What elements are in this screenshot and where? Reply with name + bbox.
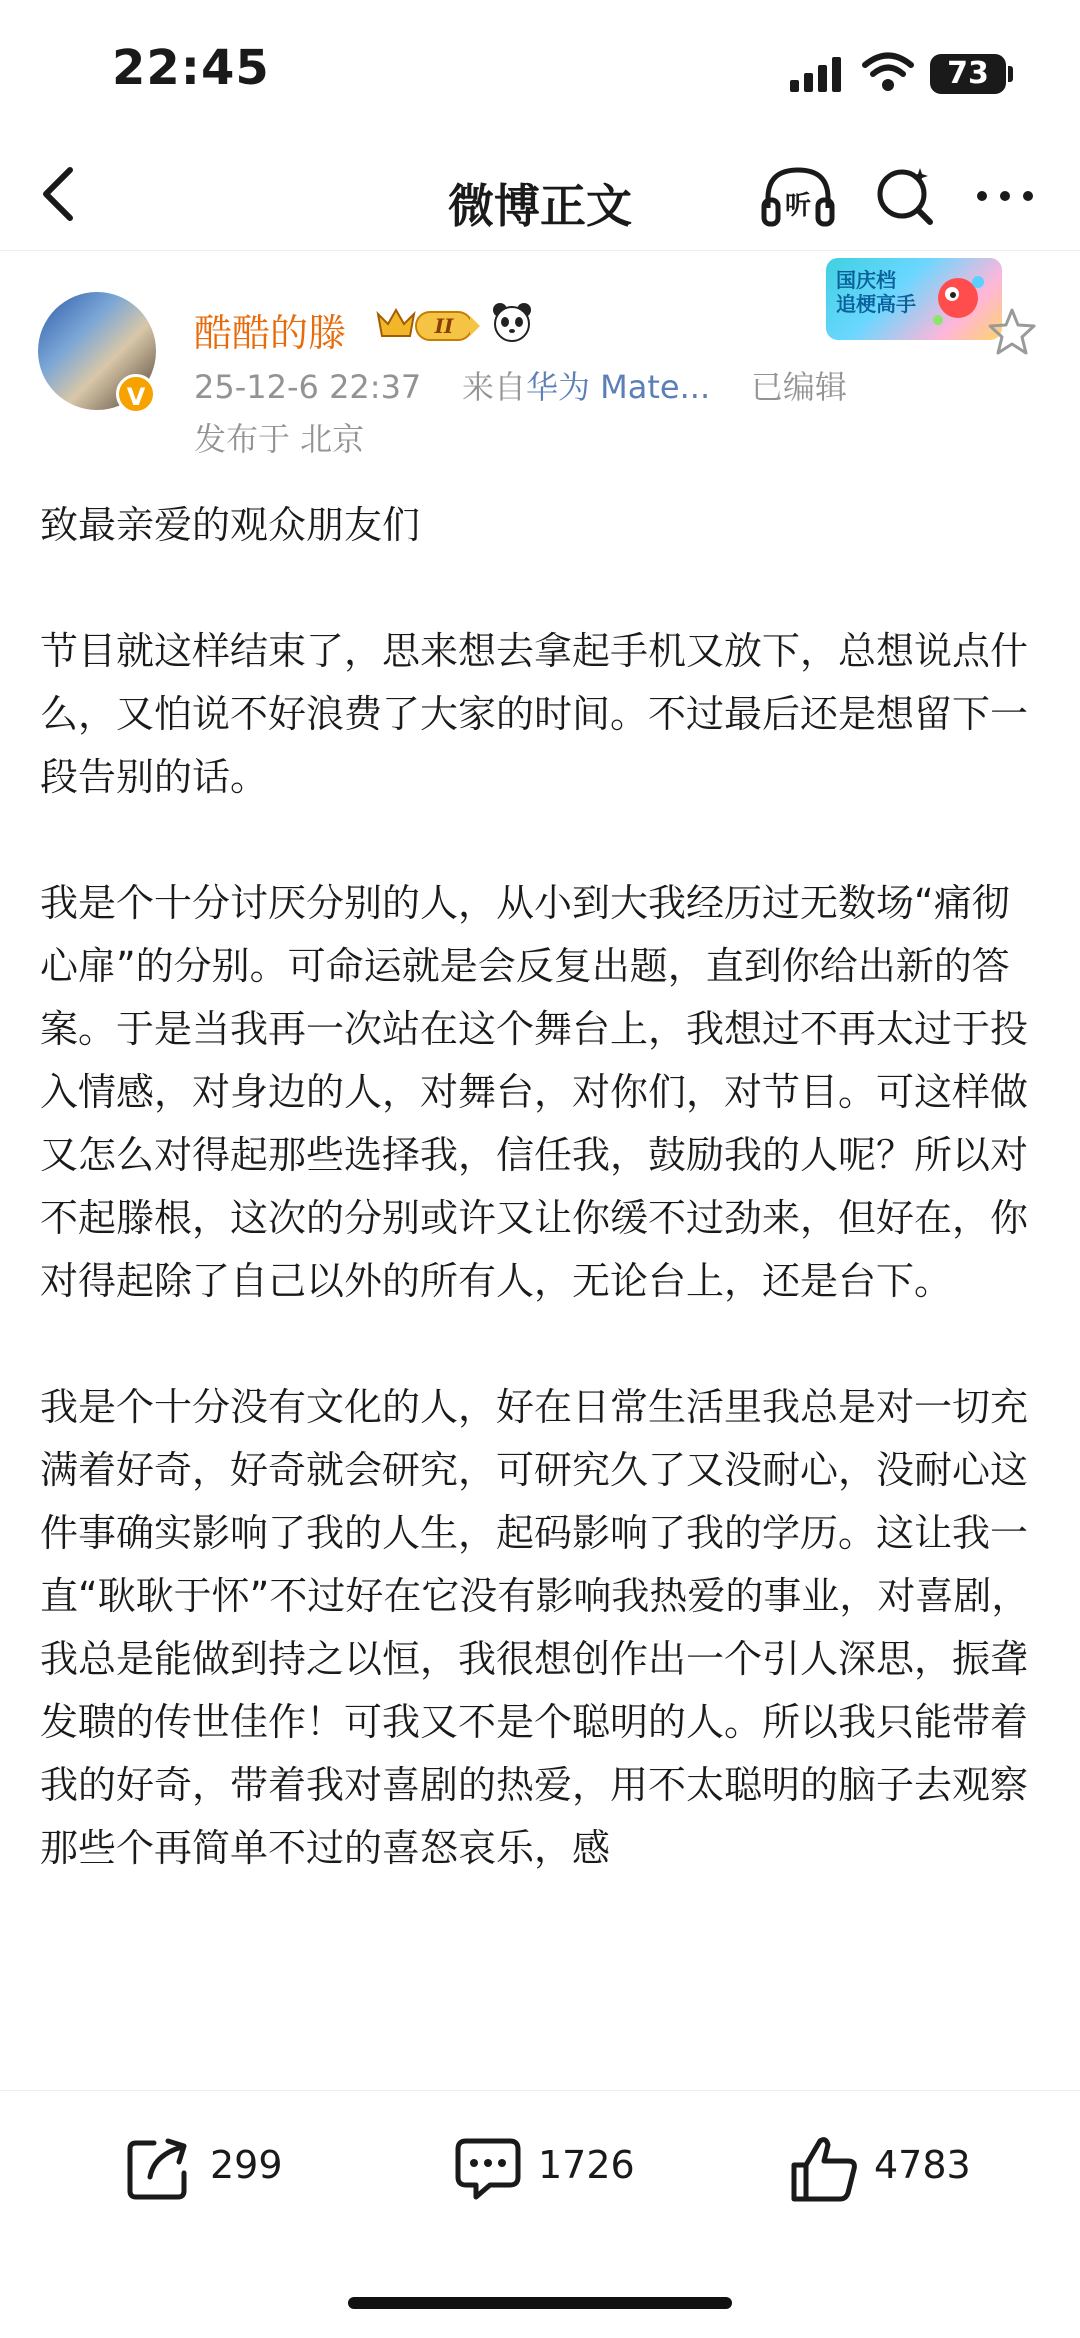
wifi-icon bbox=[862, 52, 914, 92]
like-button[interactable] bbox=[788, 2127, 1018, 2207]
battery-tip bbox=[1008, 66, 1013, 82]
status-time: 22:45 bbox=[112, 40, 270, 96]
search-icon[interactable] bbox=[870, 160, 940, 232]
post-edited-label[interactable]: 已编辑 bbox=[750, 368, 847, 406]
vip-crown-badge-icon[interactable] bbox=[374, 302, 482, 348]
thumbs-up-icon bbox=[788, 2133, 860, 2205]
more-options-icon[interactable] bbox=[970, 166, 1040, 226]
battery-indicator: 73 bbox=[930, 54, 1006, 94]
svg-text:听: 听 bbox=[784, 191, 812, 221]
repost-count: 299 bbox=[210, 2143, 283, 2187]
panda-icon bbox=[490, 300, 534, 344]
comment-icon bbox=[452, 2133, 524, 2205]
comment-button[interactable] bbox=[452, 2127, 682, 2207]
verified-badge-icon: V bbox=[116, 374, 156, 414]
post-paragraph: 致最亲爱的观众朋友们 bbox=[40, 503, 421, 547]
post-paragraph: 节目就这样结束了，思来想去拿起手机又放下，总想说点什么，又怕说不好浪费了大家的时间。不过最后还是想留下一段告别的话。 bbox=[40, 629, 1029, 799]
post-paragraph: 我是个十分没有文化的人，好在日常生活里我总是对一切充满着好奇，好奇就会研究，可研究久了又没耐心，没耐心这件事确实影响了我的人生，起码影响了我的学历。这让我一直“耿耿于怀”不过好在它没有影响我热爱的事业，对喜剧，我总是能做到持之以恒，我很想创作出一个引人深思，振聋发聩的传世佳作！可我又不是个聪明的人。所以我只能带着我的好奇，带着我对喜剧的热爱，用不太聪明的脑子去观察那些个再简单不过的喜怒哀乐，感 bbox=[40, 1385, 1030, 1870]
page-title: 微博正文 bbox=[448, 179, 632, 233]
post-body bbox=[40, 494, 1045, 1943]
post-date: 25-12-6 22:37 bbox=[194, 368, 422, 406]
like-count: 4783 bbox=[874, 2143, 971, 2187]
nav-bar bbox=[0, 140, 1080, 251]
listen-headphones-icon[interactable] bbox=[758, 160, 838, 232]
status-bar bbox=[0, 0, 1080, 140]
repost-icon bbox=[124, 2133, 194, 2203]
event-badge[interactable] bbox=[826, 258, 1002, 340]
comment-count: 1726 bbox=[538, 2143, 635, 2187]
author-name[interactable]: 酷酷的滕 bbox=[194, 311, 347, 355]
svg-text:II: II bbox=[434, 314, 454, 338]
post-source-prefix: 来自 bbox=[461, 368, 526, 406]
repost-button[interactable] bbox=[124, 2127, 324, 2207]
post-meta bbox=[194, 362, 847, 408]
post-source-device[interactable]: 华为 Mate... bbox=[525, 368, 711, 406]
event-badge-text: 国庆档 追梗高手 bbox=[836, 268, 916, 316]
favorite-star-icon[interactable] bbox=[986, 306, 1038, 358]
post-location: 发布于 北京 bbox=[194, 420, 365, 458]
cellular-signal-icon bbox=[790, 56, 844, 92]
post-paragraph: 我是个十分讨厌分别的人，从小到大我经历过无数场“痛彻心扉”的分别。可命运就是会反复出题，直到你给出新的答案。于是当我再一次站在这个舞台上，我想过不再太过于投入情感，对身边的人，对舞台，对你们，对节目。可这样做又怎么对得起那些选择我，信任我，鼓励我的人呢？所以对不起滕根，这次的分别或许又让你缓不过劲来，但好在，你对得起除了自己以外的所有人，无论台上，还是台下。 bbox=[40, 881, 1029, 1303]
home-indicator[interactable] bbox=[348, 2297, 732, 2309]
